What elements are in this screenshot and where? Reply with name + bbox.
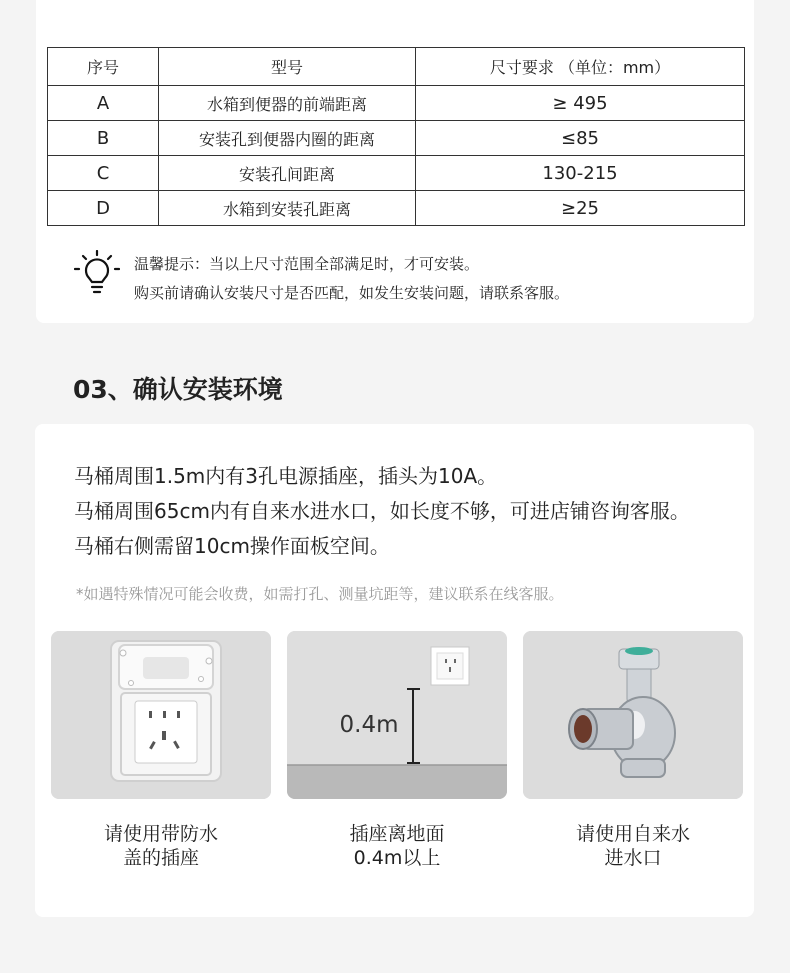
requirement-item: 马桶周围65cm内有自来水进水口，如长度不够，可进店铺咨询客服。 xyxy=(74,499,690,523)
caption-water-valve xyxy=(523,822,743,870)
caption-line: 进水口 xyxy=(604,847,662,869)
table-header-row xyxy=(48,48,745,86)
table-row xyxy=(48,86,745,121)
column-header-model: 型号 xyxy=(159,48,416,86)
waterproof-socket-icon xyxy=(51,631,271,799)
caption-socket-height xyxy=(287,822,507,870)
caption-line: 请使用带防水 xyxy=(103,823,218,845)
waterproof-socket-image xyxy=(51,631,271,799)
table-cell: C xyxy=(48,156,159,191)
socket-height-image xyxy=(287,631,507,799)
caption-line: 插座离地面 xyxy=(349,823,445,845)
table-cell: 130-215 xyxy=(416,156,745,191)
caption-line: 盖的插座 xyxy=(122,847,199,869)
table-cell: 安装孔到便器内圈的距离 xyxy=(159,121,416,156)
column-header-size: 尺寸要求 （单位：mm） xyxy=(416,48,745,86)
section-title: 03、确认安装环境 xyxy=(73,375,283,404)
tip-line-2: 购买前请确认安装尺寸是否匹配，如发生安装问题，请联系客服。 xyxy=(134,284,570,302)
caption-waterproof-socket xyxy=(51,822,271,870)
table-row xyxy=(48,121,745,156)
wall-socket-height-icon xyxy=(287,631,507,799)
requirement-item: 马桶周围1.5m内有3孔电源插座，插头为10A。 xyxy=(74,464,498,488)
table-cell: ≥ 495 xyxy=(416,86,745,121)
table-cell: D xyxy=(48,191,159,226)
caption-line: 请使用自来水 xyxy=(575,823,690,845)
table-row xyxy=(48,156,745,191)
table-cell: A xyxy=(48,86,159,121)
tip-line-1: 温馨提示：当以上尺寸范围全部满足时，才可安装。 xyxy=(134,255,480,273)
table-cell: ≥25 xyxy=(416,191,745,226)
table-row xyxy=(48,191,745,226)
requirement-item: 马桶右侧需留10cm操作面板空间。 xyxy=(74,534,390,558)
table-cell: ≤85 xyxy=(416,121,745,156)
water-valve-icon xyxy=(523,631,743,799)
caption-line: 0.4m以上 xyxy=(353,847,441,869)
water-valve-image xyxy=(523,631,743,799)
table-cell: B xyxy=(48,121,159,156)
lightbulb-icon xyxy=(74,250,120,300)
table-cell: 安装孔间距离 xyxy=(159,156,416,191)
height-label: 0.4m xyxy=(339,712,399,738)
column-header-index: 序号 xyxy=(48,48,159,86)
table-cell: 水箱到便器的前端距离 xyxy=(159,86,416,121)
dimension-table xyxy=(47,47,745,226)
table-cell: 水箱到安装孔距离 xyxy=(159,191,416,226)
fee-note: *如遇特殊情况可能会收费，如需打孔、测量坑距等，建议联系在线客服。 xyxy=(76,585,564,603)
